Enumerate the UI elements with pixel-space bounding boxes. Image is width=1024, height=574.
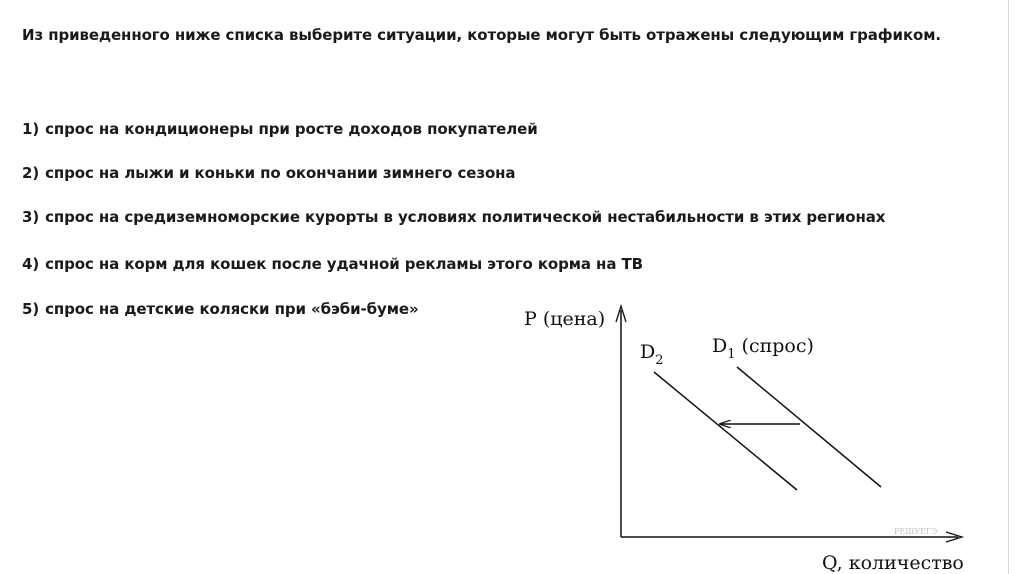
option-1 <box>22 120 538 138</box>
curve-label-d2-letter: D <box>640 341 656 363</box>
x-axis-label: Q, количество <box>822 552 964 574</box>
option-text: спрос на средиземноморские курорты в условиях политической нестабильности в этих регионах <box>45 208 886 226</box>
demand-curve-d2 <box>654 372 797 490</box>
option-number: 2) <box>22 164 40 182</box>
curve-label-d1-suffix: (спрос) <box>735 335 814 357</box>
option-number: 3) <box>22 208 40 226</box>
watermark: РЕШУЕГЭ <box>894 527 938 536</box>
option-text: спрос на детские коляски при «бэби-буме» <box>45 300 419 318</box>
question-text: Из приведенного ниже списка выберите ситуации, которые могут быть отражены следующим графиком. <box>22 26 941 44</box>
demand-curve-d1 <box>737 367 881 487</box>
option-5 <box>22 300 419 318</box>
option-4 <box>22 255 643 273</box>
curve-label-d1-subscript: 1 <box>727 347 736 362</box>
y-axis-label: P (цена) <box>524 308 606 330</box>
option-number: 1) <box>22 120 40 138</box>
option-text: спрос на лыжи и коньки по окончании зимнего сезона <box>45 164 516 182</box>
curve-label-d1 <box>712 335 814 362</box>
demand-shift-graph <box>500 290 980 574</box>
curve-label-d2 <box>640 341 664 368</box>
curve-label-d1-letter: D <box>712 335 728 357</box>
option-number: 5) <box>22 300 40 318</box>
option-number: 4) <box>22 255 40 273</box>
right-divider <box>1008 0 1009 574</box>
curve-label-d2-subscript: 2 <box>655 353 664 368</box>
option-3 <box>22 208 885 226</box>
option-text: спрос на кондиционеры при росте доходов покупателей <box>45 120 538 138</box>
option-text: спрос на корм для кошек после удачной рекламы этого корма на ТВ <box>45 255 643 273</box>
option-2 <box>22 164 515 182</box>
